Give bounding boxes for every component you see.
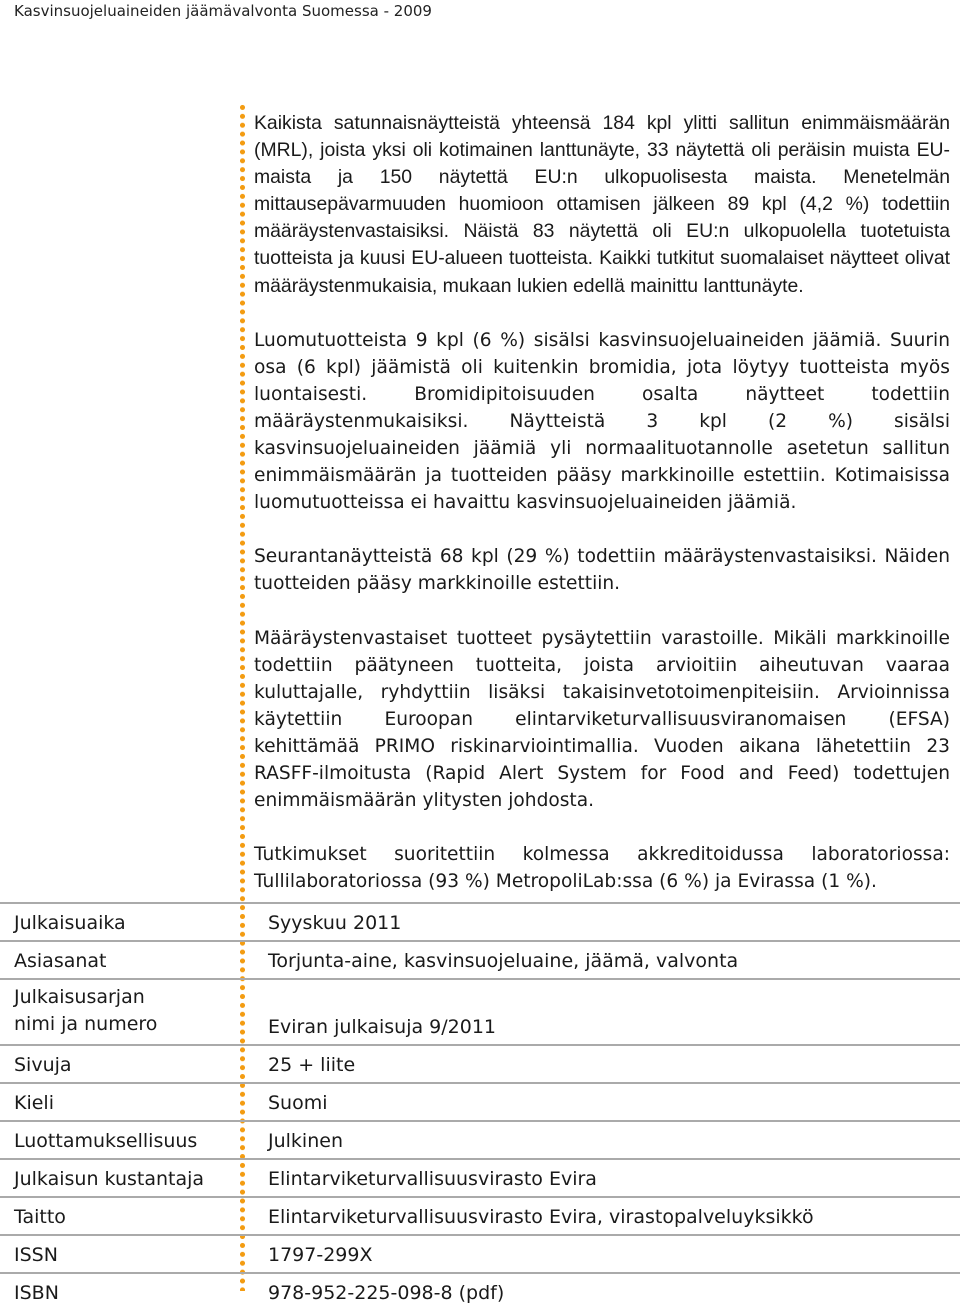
metadata-value: Eviran julkaisuja 9/2011 xyxy=(268,1016,496,1038)
metadata-label: Taitto xyxy=(14,1206,66,1228)
paragraph-follow-up-samples: Seurantanäytteistä 68 kpl (29 %) todettiin määräystenvastaisiksi. Näiden tuotteiden pääsy markkinoille estettiin. xyxy=(254,546,950,595)
metadata-label: ISSN xyxy=(14,1244,58,1266)
metadata-label: ISBN xyxy=(14,1282,59,1304)
metadata-value: Julkinen xyxy=(268,1130,343,1152)
metadata-label: Asiasanat xyxy=(14,950,107,972)
metadata-value: Suomi xyxy=(268,1092,328,1114)
paragraph-measures: Määräystenvastaiset tuotteet pysäytettiin varastoille. Mikäli markkinoille todettiin päätyneen tuotteita, joista arvioitiin aiheutuvan vaaraa kuluttajalle, ryhdyttiin lisäksi takaisinvetotoimenpiteisiin. Arvioinnissa käytettiin Euroopan elintarviketurvallisuusviranomaisen (EFSA) kehittämää PRIMO riskinarviointimallia. Vuoden aikana lähetettiin 23 RASFF-ilmoitusta (Rapid Alert System for Food and Feed) todettujen enimmäismäärän ylitysten johdosta. xyxy=(254,627,950,812)
metadata-value: 1797-299X xyxy=(268,1244,373,1266)
metadata-value: 25 + liite xyxy=(268,1054,356,1076)
metadata-row xyxy=(0,1197,960,1235)
metadata-row xyxy=(0,1121,960,1159)
metadata-row xyxy=(0,1235,960,1273)
metadata-value: Elintarviketurvallisuusvirasto Evira, virastopalveluyksikkö xyxy=(268,1206,814,1228)
paragraph-laboratories: Tutkimukset suoritettiin kolmessa akkreditoidussa laboratoriossa: Tullilaboratoriossa (93 %) MetropoliLab:ssa (6 %) ja Evirassa (1 %). xyxy=(254,844,950,893)
metadata-label: Julkaisusarjan nimi ja numero xyxy=(14,986,158,1035)
body-text xyxy=(254,110,950,922)
metadata-row xyxy=(0,979,960,1045)
paragraph-results-summary: Kaikista satunnaisnäytteistä yhteensä 184 kpl ylitti sallitun enimmäismäärän (MRL), joista yksi oli kotimainen lanttunäyte, 33 näytettä oli peräisin muista EU-maista ja 150 näytettä EU:n ulkopuolisesta maista. Menetelmän mittausepävarmuuden huomioon ottamisen jälkeen 89 kpl (4,2 %) todettiin määräystenvastaisiksi. Näistä 83 näytettä oli EU:n ulkopuolella tuotetuista tuotteista ja kuusi EU-alueen tuotteista. Kaikki tutkitut suomalaiset näytteet olivat määräystenmukaisia, mukaan lukien edellä mainittu lanttunäyte. xyxy=(254,112,950,297)
publication-metadata-table xyxy=(0,902,960,1310)
metadata-value: Torjunta-aine, kasvinsuojeluaine, jäämä, valvonta xyxy=(268,950,739,972)
metadata-label: Sivuja xyxy=(14,1054,72,1076)
metadata-label: Luottamuksellisuus xyxy=(14,1130,198,1152)
metadata-row xyxy=(0,941,960,979)
metadata-row xyxy=(0,1159,960,1197)
metadata-row xyxy=(0,1045,960,1083)
metadata-label: Julkaisuaika xyxy=(14,912,126,934)
metadata-value: Syyskuu 2011 xyxy=(268,912,402,934)
metadata-row xyxy=(0,1083,960,1121)
metadata-label: Kieli xyxy=(14,1092,54,1114)
running-header: Kasvinsuojeluaineiden jäämävalvonta Suomessa - 2009 xyxy=(14,2,432,20)
metadata-row xyxy=(0,1273,960,1310)
metadata-label: Julkaisun kustantaja xyxy=(14,1168,205,1190)
metadata-row xyxy=(0,903,960,941)
metadata-value: 978-952-225-098-8 (pdf) xyxy=(268,1282,505,1304)
metadata-value: Elintarviketurvallisuusvirasto Evira xyxy=(268,1168,597,1190)
paragraph-organic-products: Luomutuotteista 9 kpl (6 %) sisälsi kasvinsuojeluaineiden jäämiä. Suurin osa (6 kpl) jäämistä oli kuitenkin bromidia, jota löytyy tuotteista myös luontaisesti. Bromidipitoisuuden osalta näytteet todettiin määräystenmukaisiksi. Näytteistä 3 kpl (2 %) sisälsi kasvinsuojeluaineiden jäämiä yli normaalituotannolle asetetun sallitun enimmäismäärän ja tuotteiden pääsy markkinoille estettiin. Kotimaisissa luomutuotteissa ei havaittu kasvinsuojeluaineiden jäämiä. xyxy=(254,329,950,514)
